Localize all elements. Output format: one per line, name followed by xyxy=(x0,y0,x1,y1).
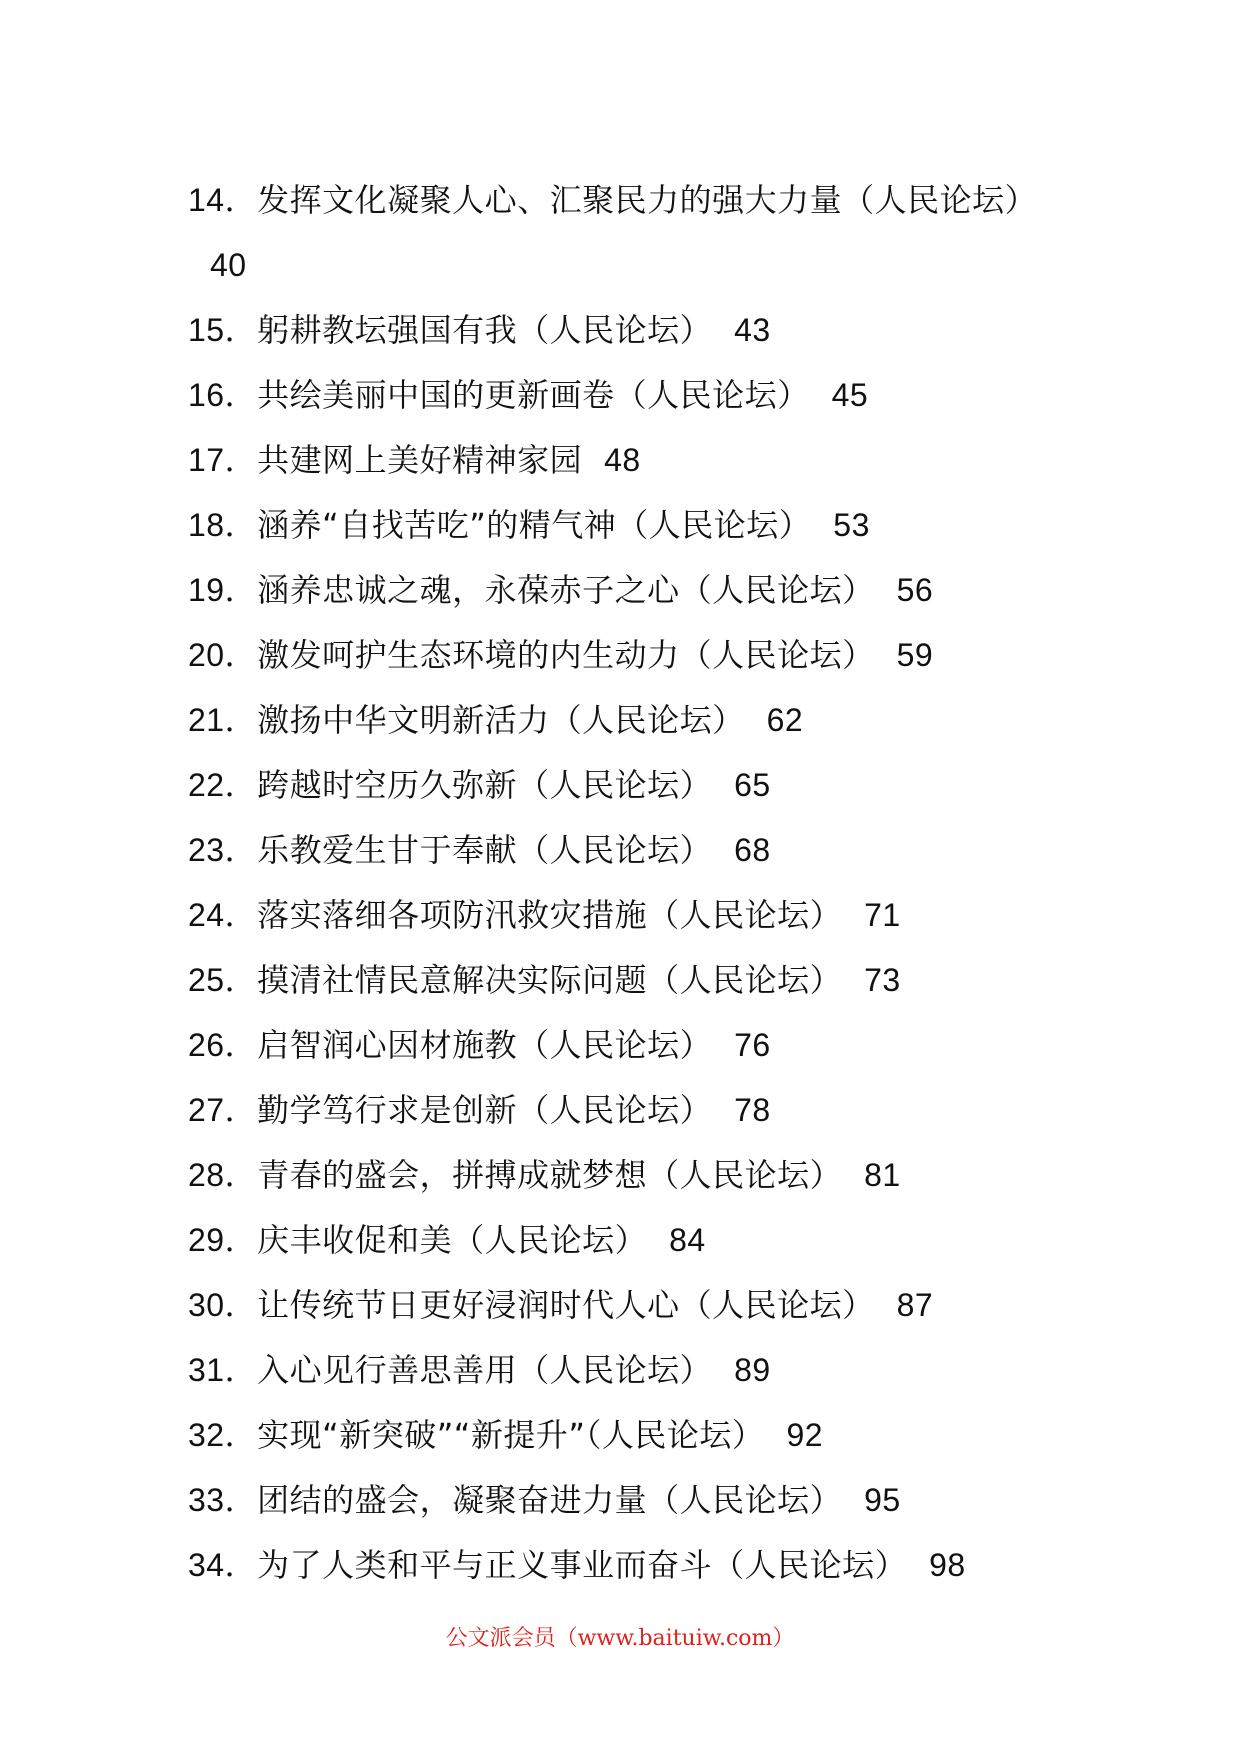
toc-entry-title: 涵养忠诚之魂，永葆赤子之心（人民论坛） xyxy=(257,571,875,609)
toc-entry-page: 92 xyxy=(786,1417,824,1453)
footer-watermark[interactable]: 公文派会员（www.baituiw.com） xyxy=(445,1626,795,1651)
toc-entry-page: 76 xyxy=(734,1027,771,1063)
toc-entry[interactable] xyxy=(188,363,1068,428)
toc-entry-number: 25． xyxy=(188,962,258,998)
toc-entry-number: 17． xyxy=(188,442,258,478)
toc-entry-number: 26． xyxy=(188,1027,258,1063)
toc-entry[interactable] xyxy=(188,883,1068,948)
toc-entry-number: 14． xyxy=(188,182,258,218)
toc-entry-page: 84 xyxy=(669,1222,706,1258)
toc-entry-page: 95 xyxy=(864,1482,901,1518)
toc-entry-title: 激扬中华文明新活力（人民论坛） xyxy=(257,701,745,739)
toc-entry-number: 23． xyxy=(188,832,258,868)
toc-entry-number: 21． xyxy=(188,702,258,738)
toc-entry[interactable] xyxy=(188,1338,1068,1403)
toc-entry-number: 19． xyxy=(188,572,258,608)
toc-entry-page: 43 xyxy=(734,312,771,348)
toc-entry-page: 71 xyxy=(864,897,901,933)
toc-entry-title: 激发呵护生态环境的内生动力（人民论坛） xyxy=(257,636,875,674)
toc-entry-number: 33． xyxy=(188,1482,258,1518)
toc-entry-number: 24． xyxy=(188,897,258,933)
toc-entry-number: 20． xyxy=(188,637,258,673)
toc-entry-title: 青春的盛会，拼搏成就梦想（人民论坛） xyxy=(257,1156,843,1194)
toc-entry[interactable] xyxy=(188,298,1068,363)
toc-entry-number: 28． xyxy=(188,1157,258,1193)
toc-entry-title: 乐教爱生甘于奉献（人民论坛） xyxy=(257,831,713,869)
toc-entry-page: 87 xyxy=(896,1287,934,1323)
toc-entry[interactable] xyxy=(188,753,1068,818)
toc-entry-title: 庆丰收促和美（人民论坛） xyxy=(257,1221,648,1259)
toc-entry-number: 22． xyxy=(188,767,258,803)
toc-entry-number: 15． xyxy=(188,312,258,348)
toc-entry-page: 73 xyxy=(864,962,901,998)
toc-entry-title: 启智润心因材施教（人民论坛） xyxy=(257,1026,713,1064)
toc-entry-number: 16． xyxy=(188,377,258,413)
toc-entry-title: 涵养“自找苦吃”的精气神（人民论坛） xyxy=(257,506,812,544)
toc-entry-title: 发挥文化凝聚人心、汇聚民力的强大力量（人民论坛） xyxy=(257,181,1038,219)
toc-entry-title: 共建网上美好精神家园 xyxy=(257,441,583,479)
toc-entry-page: 62 xyxy=(766,702,804,738)
toc-entry-page: 81 xyxy=(864,1157,901,1193)
toc-entry[interactable] xyxy=(188,948,1068,1013)
toc-entry-page: 68 xyxy=(734,832,771,868)
toc-entry[interactable] xyxy=(188,558,1068,623)
toc-entry-number: 29． xyxy=(188,1222,258,1258)
toc-entry-page: 98 xyxy=(929,1547,966,1583)
table-of-contents xyxy=(188,168,1068,1598)
toc-entry-page: 53 xyxy=(833,507,870,543)
toc-entry-page: 65 xyxy=(734,767,771,803)
toc-entry-title: 共绘美丽中国的更新画卷（人民论坛） xyxy=(257,376,810,414)
toc-entry[interactable] xyxy=(188,818,1068,883)
toc-entry-title: 勤学笃行求是创新（人民论坛） xyxy=(257,1091,713,1129)
toc-entry-title: 让传统节日更好浸润时代人心（人民论坛） xyxy=(257,1286,875,1324)
toc-entry[interactable] xyxy=(188,168,1068,298)
toc-entry[interactable] xyxy=(188,1403,1068,1468)
toc-entry-number: 34． xyxy=(188,1547,258,1583)
toc-entry-title: 摸清社情民意解决实际问题（人民论坛） xyxy=(257,961,843,999)
toc-entry-page: 40 xyxy=(210,247,247,283)
toc-entry[interactable] xyxy=(188,1468,1068,1533)
toc-entry-title: 落实落细各项防汛救灾措施（人民论坛） xyxy=(257,896,843,934)
toc-entry-page: 59 xyxy=(896,637,934,673)
toc-entry-number: 32． xyxy=(188,1417,258,1453)
toc-entry[interactable] xyxy=(188,1208,1068,1273)
toc-entry-number: 18． xyxy=(188,507,258,543)
toc-entry-title: 团结的盛会，凝聚奋进力量（人民论坛） xyxy=(257,1481,843,1519)
toc-entry[interactable] xyxy=(188,1143,1068,1208)
toc-entry-page: 56 xyxy=(896,572,934,608)
toc-entry-title: 实现“新突破”“新提升”（人民论坛） xyxy=(257,1416,765,1454)
toc-entry[interactable] xyxy=(188,1078,1068,1143)
toc-entry[interactable] xyxy=(188,493,1068,558)
toc-entry-title: 入心见行善思善用（人民论坛） xyxy=(257,1351,713,1389)
toc-entry-number: 30． xyxy=(188,1287,258,1323)
toc-entry-page: 48 xyxy=(604,442,641,478)
toc-entry[interactable] xyxy=(188,1013,1068,1078)
toc-entry[interactable] xyxy=(188,623,1068,688)
toc-entry[interactable] xyxy=(188,688,1068,753)
toc-entry[interactable] xyxy=(188,1533,1068,1598)
toc-entry[interactable] xyxy=(188,428,1068,493)
toc-entry-title: 跨越时空历久弥新（人民论坛） xyxy=(257,766,713,804)
toc-entry-page: 89 xyxy=(734,1352,771,1388)
toc-entry-number: 27． xyxy=(188,1092,258,1128)
toc-entry-title: 躬耕教坛强国有我（人民论坛） xyxy=(257,311,713,349)
toc-entry[interactable] xyxy=(188,1273,1068,1338)
toc-entry-title: 为了人类和平与正义事业而奋斗（人民论坛） xyxy=(257,1546,908,1584)
toc-entry-number: 31． xyxy=(188,1352,258,1388)
toc-entry-page: 45 xyxy=(831,377,869,413)
toc-entry-page: 78 xyxy=(734,1092,771,1128)
